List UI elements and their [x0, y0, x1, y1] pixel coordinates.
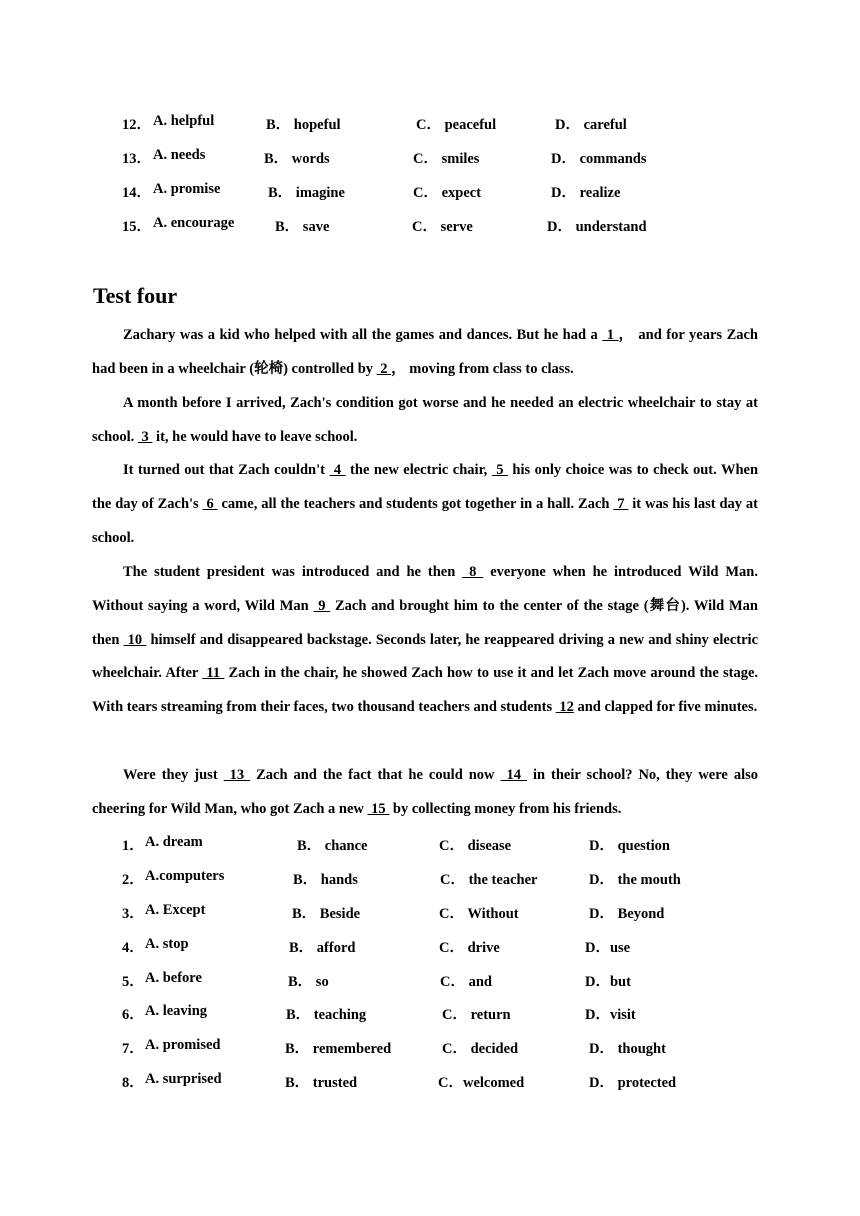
blank-11: 11 [202, 665, 225, 682]
option-a: A. promised [145, 1037, 221, 1053]
option-b: B． afford [289, 940, 356, 956]
option-a: A. encourage [153, 215, 235, 231]
option-d: D．use [585, 940, 631, 956]
question-number: 7． [122, 1041, 144, 1057]
option-c: C． disease [439, 838, 512, 854]
option-c: C． Without [439, 906, 519, 922]
passage-text: it, he would have to leave school. [152, 428, 358, 445]
option-row-2 [0, 868, 860, 888]
option-d: D． realize [551, 185, 621, 201]
question-number: 14． [122, 185, 151, 201]
passage-text: everyone when he introduced Wild Man. Without saying a word, Wild Man [92, 564, 758, 614]
blank-10: 10 [123, 631, 147, 648]
question-number: 12． [122, 117, 151, 133]
option-c: C． peaceful [416, 117, 497, 133]
option-c: C． and [440, 974, 492, 990]
option-row-6 [0, 1003, 860, 1023]
passage-paragraph-5 [92, 759, 758, 827]
option-c: C． expect [413, 185, 482, 201]
option-b: B． Beside [292, 906, 361, 922]
question-number: 4． [122, 940, 144, 956]
option-d: D． thought [589, 1041, 666, 1057]
option-row-5 [0, 970, 860, 990]
passage-text: Were they just [123, 767, 224, 783]
option-a: A. stop [145, 936, 189, 952]
option-b: B． chance [297, 838, 368, 854]
option-a: A.computers [145, 868, 225, 884]
blank-3: 3 [137, 428, 153, 445]
option-a: A. helpful [153, 113, 215, 129]
blank-6: 6 [202, 495, 218, 512]
blank-7: 7 [613, 495, 629, 512]
option-d: D． Beyond [589, 906, 665, 922]
option-d: D． protected [589, 1075, 677, 1091]
blank-5: 5 [491, 462, 508, 478]
option-a: A. before [145, 970, 202, 986]
passage-paragraph-2 [92, 387, 758, 455]
passage-text: Zach and brought him to the center of the stage (舞台). Wild Man then [92, 597, 758, 648]
option-b: B． words [264, 151, 330, 167]
option-row-14 [0, 181, 860, 201]
option-row-12 [0, 113, 860, 133]
option-row-3 [0, 902, 860, 922]
passage-paragraph-1 [92, 319, 758, 387]
passage-paragraph-4 [92, 556, 758, 725]
passage-text: A month before I arrived, Zach's condition got worse and he needed an electric wheelchair to stay at school. [92, 395, 758, 445]
option-a: A. leaving [145, 1003, 208, 1019]
passage-text: Zach and the fact that he could now [250, 767, 501, 783]
option-row-1 [0, 834, 860, 854]
passage-text: Zach in the chair, he showed Zach how to use it and let Zach move around the stage. With tears streaming from their faces, two thousand teachers and students [92, 665, 759, 716]
passage-text: his only choice was to check out. When the day of Zach's [92, 462, 759, 512]
option-a: A. needs [153, 147, 206, 163]
option-c: C． the teacher [440, 872, 538, 888]
blank-1: 1 [602, 327, 619, 343]
option-a: A. promise [153, 181, 221, 197]
question-number: 15． [122, 219, 151, 235]
option-b: B． save [275, 219, 330, 235]
passage-text: Zachary was a kid who helped with all the games and dances. But he had a [123, 327, 603, 343]
question-number: 13． [122, 151, 151, 167]
option-c: C． return [442, 1007, 511, 1023]
option-d: D． question [589, 838, 670, 854]
option-c: C． smiles [413, 151, 480, 167]
question-number: 1． [122, 838, 144, 854]
option-a: A. surprised [145, 1071, 222, 1087]
option-c: C．welcomed [438, 1075, 525, 1091]
option-c: C． serve [412, 219, 473, 235]
passage-text: by collecting money from his friends. [389, 800, 622, 817]
passage-text: ， moving from class to class. [391, 360, 574, 377]
option-d: D． commands [551, 151, 647, 167]
option-d: D． the mouth [589, 872, 681, 888]
blank-14: 14 [500, 767, 527, 783]
blank-2: 2 [376, 360, 392, 377]
question-number: 2． [122, 872, 144, 888]
option-c: C． decided [442, 1041, 519, 1057]
option-d: D． understand [547, 219, 647, 235]
option-row-4 [0, 936, 860, 956]
passage-text: It turned out that Zach couldn't [123, 462, 330, 478]
option-c: C． drive [439, 940, 500, 956]
section-title: Test four [93, 283, 178, 308]
passage-text: and clapped for five minutes. [573, 699, 758, 716]
option-b: B． teaching [286, 1007, 367, 1023]
passage-text: it was his last day at school. [92, 495, 759, 546]
option-b: B． hopeful [266, 117, 341, 133]
option-a: A. Except [145, 902, 206, 918]
option-row-8 [0, 1071, 860, 1091]
passage-text: ， and for years Zach had been in a wheelchair (轮椅) controlled by [92, 327, 758, 377]
option-b: B． hands [293, 872, 358, 888]
blank-13: 13 [223, 767, 251, 783]
option-b: B． imagine [268, 185, 345, 201]
option-d: D．but [585, 974, 631, 990]
passage-text: in their school? No, they were also cheering for Wild Man, who got Zach a new [92, 767, 759, 817]
passage-paragraph-3 [92, 454, 758, 555]
blank-12: 12 [555, 699, 574, 716]
blank-4: 4 [329, 462, 346, 478]
option-b: B． trusted [285, 1075, 358, 1091]
passage-text: the new electric chair, [345, 462, 492, 478]
option-row-13 [0, 147, 860, 167]
passage-text: came, all the teachers and students got together in a hall. Zach [217, 495, 614, 512]
blank-9: 9 [313, 597, 331, 614]
question-number: 3． [122, 906, 144, 922]
question-number: 6． [122, 1007, 144, 1023]
option-b: B． remembered [285, 1041, 392, 1057]
passage-text: The student president was introduced and he then [123, 564, 463, 580]
option-row-7 [0, 1037, 860, 1057]
option-d: D． careful [555, 117, 627, 133]
blank-15: 15 [367, 800, 390, 817]
question-number: 8． [122, 1075, 144, 1091]
option-b: B． so [288, 974, 329, 990]
option-a: A. dream [145, 834, 203, 850]
option-d: D．visit [585, 1007, 636, 1023]
passage-text: himself and disappeared backstage. Seconds later, he reappeared driving a new and shiny electric wheelchair. After [92, 631, 759, 682]
blank-8: 8 [462, 564, 484, 580]
question-number: 5． [122, 974, 144, 990]
option-row-15 [0, 215, 860, 235]
